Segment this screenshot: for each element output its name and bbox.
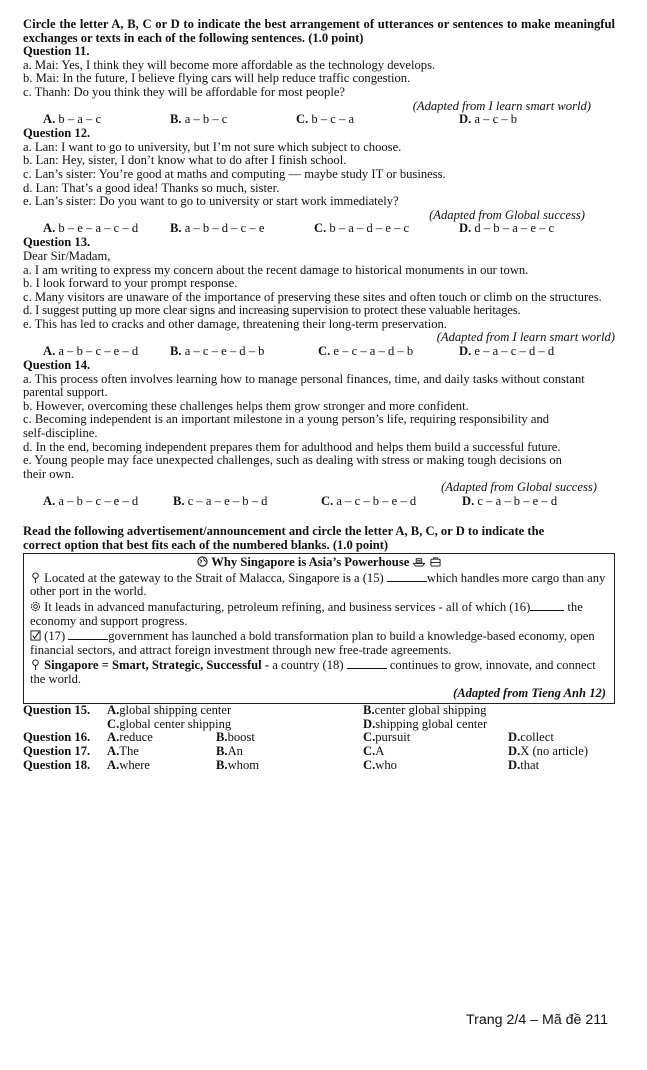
blank-15[interactable] <box>387 570 427 582</box>
option-c[interactable]: C. e – c – a – d – b <box>318 344 414 359</box>
answer-options <box>23 495 615 509</box>
option-c[interactable]: C. who <box>363 757 397 772</box>
ad-paragraph: Singapore = Smart, Strategic, Successful - a country (18) continues to grow, innovate, and connect the world. <box>30 658 596 686</box>
option-b[interactable]: B. center global shipping <box>363 703 487 718</box>
list-item: a. Lan: I want to go to university, but I’m not sure which subject to choose. <box>23 139 402 154</box>
section-instruction: Circle the letter A, B, C or D to indicate the best arrangement of utterances or sentences to make meaningful exchanges or texts in each of the following sentences. (1.0 point) <box>23 17 615 45</box>
list-item: c. Many visitors are unaware of the importance of preserving these sites and often touch or climb on the structures. <box>23 289 602 304</box>
option-c[interactable]: C. a – c – b – e – d <box>321 494 417 508</box>
ship-icon <box>412 556 426 567</box>
list-item: e. Lan’s sister: Do you want to go to university or start work immediately? <box>23 194 399 209</box>
option-d[interactable]: D. collect <box>508 730 554 745</box>
option-d[interactable]: D. c – a – b – e – d <box>462 494 558 508</box>
source-note: (Adapted from Global success) <box>441 480 597 495</box>
option-c[interactable]: C. A <box>363 743 385 758</box>
gear-icon <box>30 601 41 612</box>
answer-row: Question 16. A. reduce B. boost C. pursuit D. collect <box>23 730 554 745</box>
ad-paragraph: (17) government has launched a bold transformation plan to build a knowledge-based economy, open financial sectors, and attract foreign investment through new free-trade agreements. <box>30 629 595 657</box>
option-a[interactable]: A. where <box>107 757 151 772</box>
answer-row <box>23 718 615 732</box>
option-b[interactable]: B. boost <box>216 730 255 745</box>
question-title: Question 11. <box>23 44 90 59</box>
option-d[interactable]: D. d – b – a – e – c <box>459 221 555 236</box>
option-a[interactable]: A. reduce <box>107 730 153 745</box>
section-instruction: Read the following advertisement/announcement and circle the letter A, B, C, or D to indicate the correct option that best fits each of the numbered blanks. (1.0 point) <box>23 524 545 552</box>
source-note: (Adapted from Tieng Anh 12) <box>453 685 606 700</box>
option-b[interactable]: B. An <box>216 743 243 758</box>
option-c[interactable]: C. pursuit <box>363 730 411 745</box>
option-c[interactable]: C. global center shipping <box>107 716 232 731</box>
list-item: a. This process often involves learning how to manage personal finances, time, and daily tasks without constant parental support. <box>23 371 585 400</box>
briefcase-icon <box>430 556 441 567</box>
list-item: c. Lan’s sister: You’re good at maths and computing — maybe study IT or business. <box>23 166 446 181</box>
option-a[interactable]: A. a – b – c – e – d <box>43 494 139 508</box>
list-item: e. Young people may face unexpected challenges, such as dealing with stress or making tough decisions on their own. <box>23 453 562 481</box>
ad-title: Why Singapore is Asia’s Powerhouse <box>30 556 608 570</box>
source-note: (Adapted from I learn smart world) <box>412 98 591 113</box>
option-a[interactable]: A. a – b – c – e – d <box>43 344 139 359</box>
list-item: d. In the end, becoming independent prepares them for adulthood and helps them build a successful future. <box>23 439 561 454</box>
ad-paragraph: Located at the gateway to the Strait of Malacca, Singapore is a (15) which handles more cargo than any other port in the world. <box>30 570 606 599</box>
globe-icon <box>197 556 208 567</box>
answer-row: Question 18. A. where B. whom C. who D. that <box>23 757 540 772</box>
list-item: a. Mai: Yes, I think they will become more affordable as the technology develops. <box>23 57 436 72</box>
blank-17[interactable] <box>68 628 108 640</box>
option-b[interactable]: B. a – b – c <box>170 112 228 127</box>
ad-paragraph: It leads in advanced manufacturing, petroleum refining, and business services - all of which (16) the economy and support progress. <box>30 599 583 628</box>
option-b[interactable]: B. c – a – e – b – d <box>173 494 268 508</box>
option-d[interactable]: D. a – c – b <box>459 112 518 127</box>
answer-options <box>23 345 615 359</box>
question-title: Question 13. <box>23 235 91 250</box>
option-c[interactable]: C. b – c – a <box>296 112 355 127</box>
option-c[interactable]: C. b – a – d – e – c <box>314 221 410 236</box>
list-item: b. Lan: Hey, sister, I don’t know what to do after I finish school. <box>23 153 347 168</box>
question-title: Question 14. <box>23 358 91 373</box>
list-item: b. However, overcoming these challenges helps them grow stronger and more confident. <box>23 398 469 413</box>
option-b[interactable]: B. a – b – d – c – e <box>170 221 265 236</box>
list-item: a. I am writing to express my concern about the recent damage to historical monuments in our town. <box>23 262 529 277</box>
question-title: Question 12. <box>23 126 91 141</box>
list-item: e. This has led to cracks and other damage, threatening their long-term preservation. <box>23 316 447 331</box>
answer-row: Question 15. A. global shipping center B. center global shipping <box>23 703 487 718</box>
list-item: b. I look forward to your prompt response. <box>23 276 238 291</box>
option-d[interactable]: D. X (no article) <box>508 743 589 758</box>
option-b[interactable]: B. whom <box>216 757 260 772</box>
answer-options <box>23 222 615 236</box>
source-note: (Adapted from I learn smart world) <box>436 330 615 345</box>
option-d[interactable]: D. shipping global center <box>363 716 488 731</box>
list-item: c. Becoming independent is an important milestone in a young person’s life, requiring responsibility and self-discipline. <box>23 412 550 441</box>
option-a[interactable]: A. b – a – c <box>43 112 102 127</box>
option-d[interactable]: D. e – a – c – d – d <box>459 344 555 359</box>
blank-16[interactable] <box>530 599 564 611</box>
checkbox-icon <box>30 630 41 641</box>
greeting: Dear Sir/Madam, <box>23 248 111 263</box>
option-b[interactable]: B. a – c – e – d – b <box>170 344 265 359</box>
blank-18[interactable] <box>347 657 387 669</box>
option-a[interactable]: A. b – e – a – c – d <box>43 221 139 236</box>
location-pin-icon <box>30 659 41 670</box>
answer-options <box>23 113 615 127</box>
advertisement-box <box>23 553 615 704</box>
source-note: (Adapted from Global success) <box>429 207 585 222</box>
page-footer: Trang 2/4 – Mã đề 211 <box>466 1012 608 1028</box>
option-d[interactable]: D. that <box>508 757 540 772</box>
list-item: d. I suggest putting up more clear signs and increasing supervision to protect these valuable heritages. <box>23 303 521 318</box>
location-pin-icon <box>30 572 41 583</box>
list-item: d. Lan: That’s a good idea! Thanks so much, sister. <box>23 180 280 195</box>
list-item: c. Thanh: Do you think they will be affordable for most people? <box>23 84 345 99</box>
option-a[interactable]: A. The <box>107 743 139 758</box>
exam-page <box>23 18 615 772</box>
option-a[interactable]: A. global shipping center <box>107 703 232 718</box>
list-item: b. Mai: In the future, I believe flying cars will help reduce traffic congestion. <box>23 71 411 86</box>
answer-row: Question 17. A. The B. An C. A D. X (no article) <box>23 743 589 758</box>
